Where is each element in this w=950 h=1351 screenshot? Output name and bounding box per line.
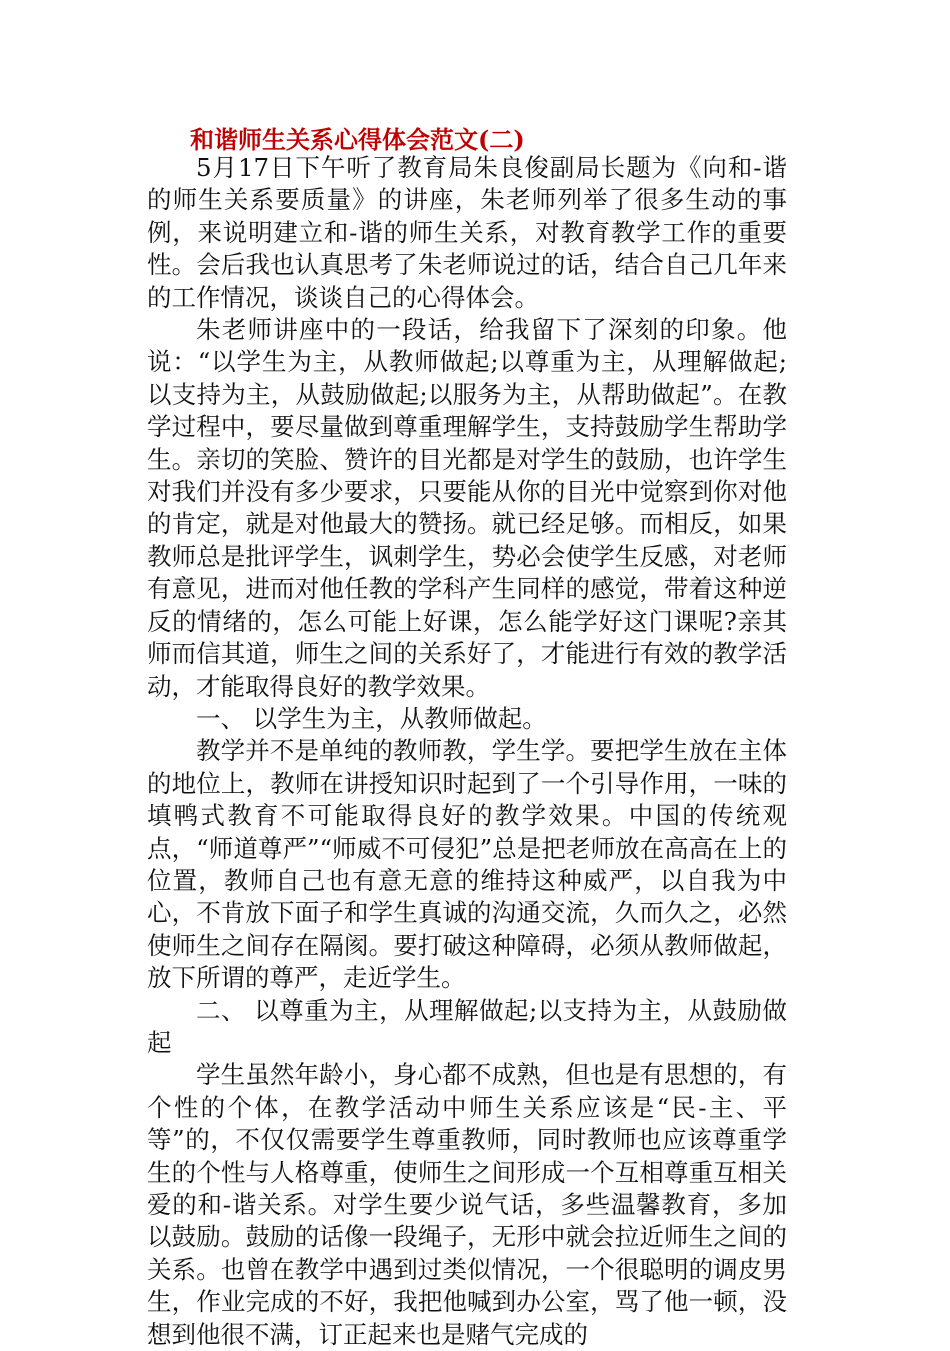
paragraph-section-2: 学生虽然年龄小，身心都不成熟，但也是有思想的，有个性的个体，在教学活动中师生关系应该是“民-主、平等”的，不仅仅需要学生尊重教师，同时教师也应该尊重学生的个性与人格尊重，使师生之间形成一个互相尊重互相关爱的和-谐关系。对学生要少说气话，多些温馨教育，多加以鼓励。鼓励的话像一段绳子，无形中就会拉近师生之间的关系。也曾在教学中遇到过类似情况，一个很聪明的调皮男生，作业完成的不好，我把他喊到办公室，骂了他一顿，没想到他很不满，订正起来也是赌气完成的	[147, 1060, 787, 1349]
section-heading-1: 一、 以学生为主，从教师做起。	[196, 703, 547, 733]
paragraph-lecture-quote: 朱老师讲座中的一段话，给我留下了深刻的印象。他说：“以学生为主，从教师做起;以尊重为主，从理解做起;以支持为主，从鼓励做起;以服务为主，从帮助做起”。在教学过程中，要尽量做到尊重理解学生，支持鼓励学生帮助学生。亲切的笑脸、赞许的目光都是对学生的鼓励，也许学生对我们并没有多少要求，只要能从你的目光中觉察到你对他的肯定，就是对他最大的赞扬。就已经足够。而相反，如果教师总是批评学生，讽刺学生，势必会使学生反感，对老师有意见，进而对他任教的学科产生同样的感觉，带着这种逆反的情绪的，怎么可能上好课，怎么能学好这门课呢?亲其师而信其道，师生之间的关系好了，才能进行有效的教学活动，才能取得良好的教学效果。	[147, 315, 787, 701]
paragraph-section-1: 教学并不是单纯的教师教，学生学。要把学生放在主体的地位上，教师在讲授知识时起到了一个引导作用，一味的填鸭式教育不可能取得良好的教学效果。中国的传统观点，“师道尊严”“师威不可侵犯”总是把老师放在高高在上的位置，教师自己也有意无意的维持这种威严，以自我为中心，不肯放下面子和学生真诚的沟通交流，久而久之，必然使师生之间存在隔阂。要打破这种障碍，必须从教师做起，放下所谓的尊严，走近学生。	[147, 736, 787, 993]
section-heading-2: 二、 以尊重为主，从理解做起;以支持为主，从鼓励做起	[147, 995, 787, 1057]
document-title: 和谐师生关系心得体会范文(二)	[190, 125, 525, 154]
document-body	[147, 152, 787, 1351]
paragraph-intro: 5月17日下午听了教育局朱良俊副局长题为《向和-谐的师生关系要质量》的讲座，朱老师列举了很多生动的事例，来说明建立和-谐的师生关系，对教育教学工作的重要性。会后我也认真思考了朱老师说过的话，结合自己几年来的工作情况，谈谈自己的心得体会。	[147, 153, 787, 312]
